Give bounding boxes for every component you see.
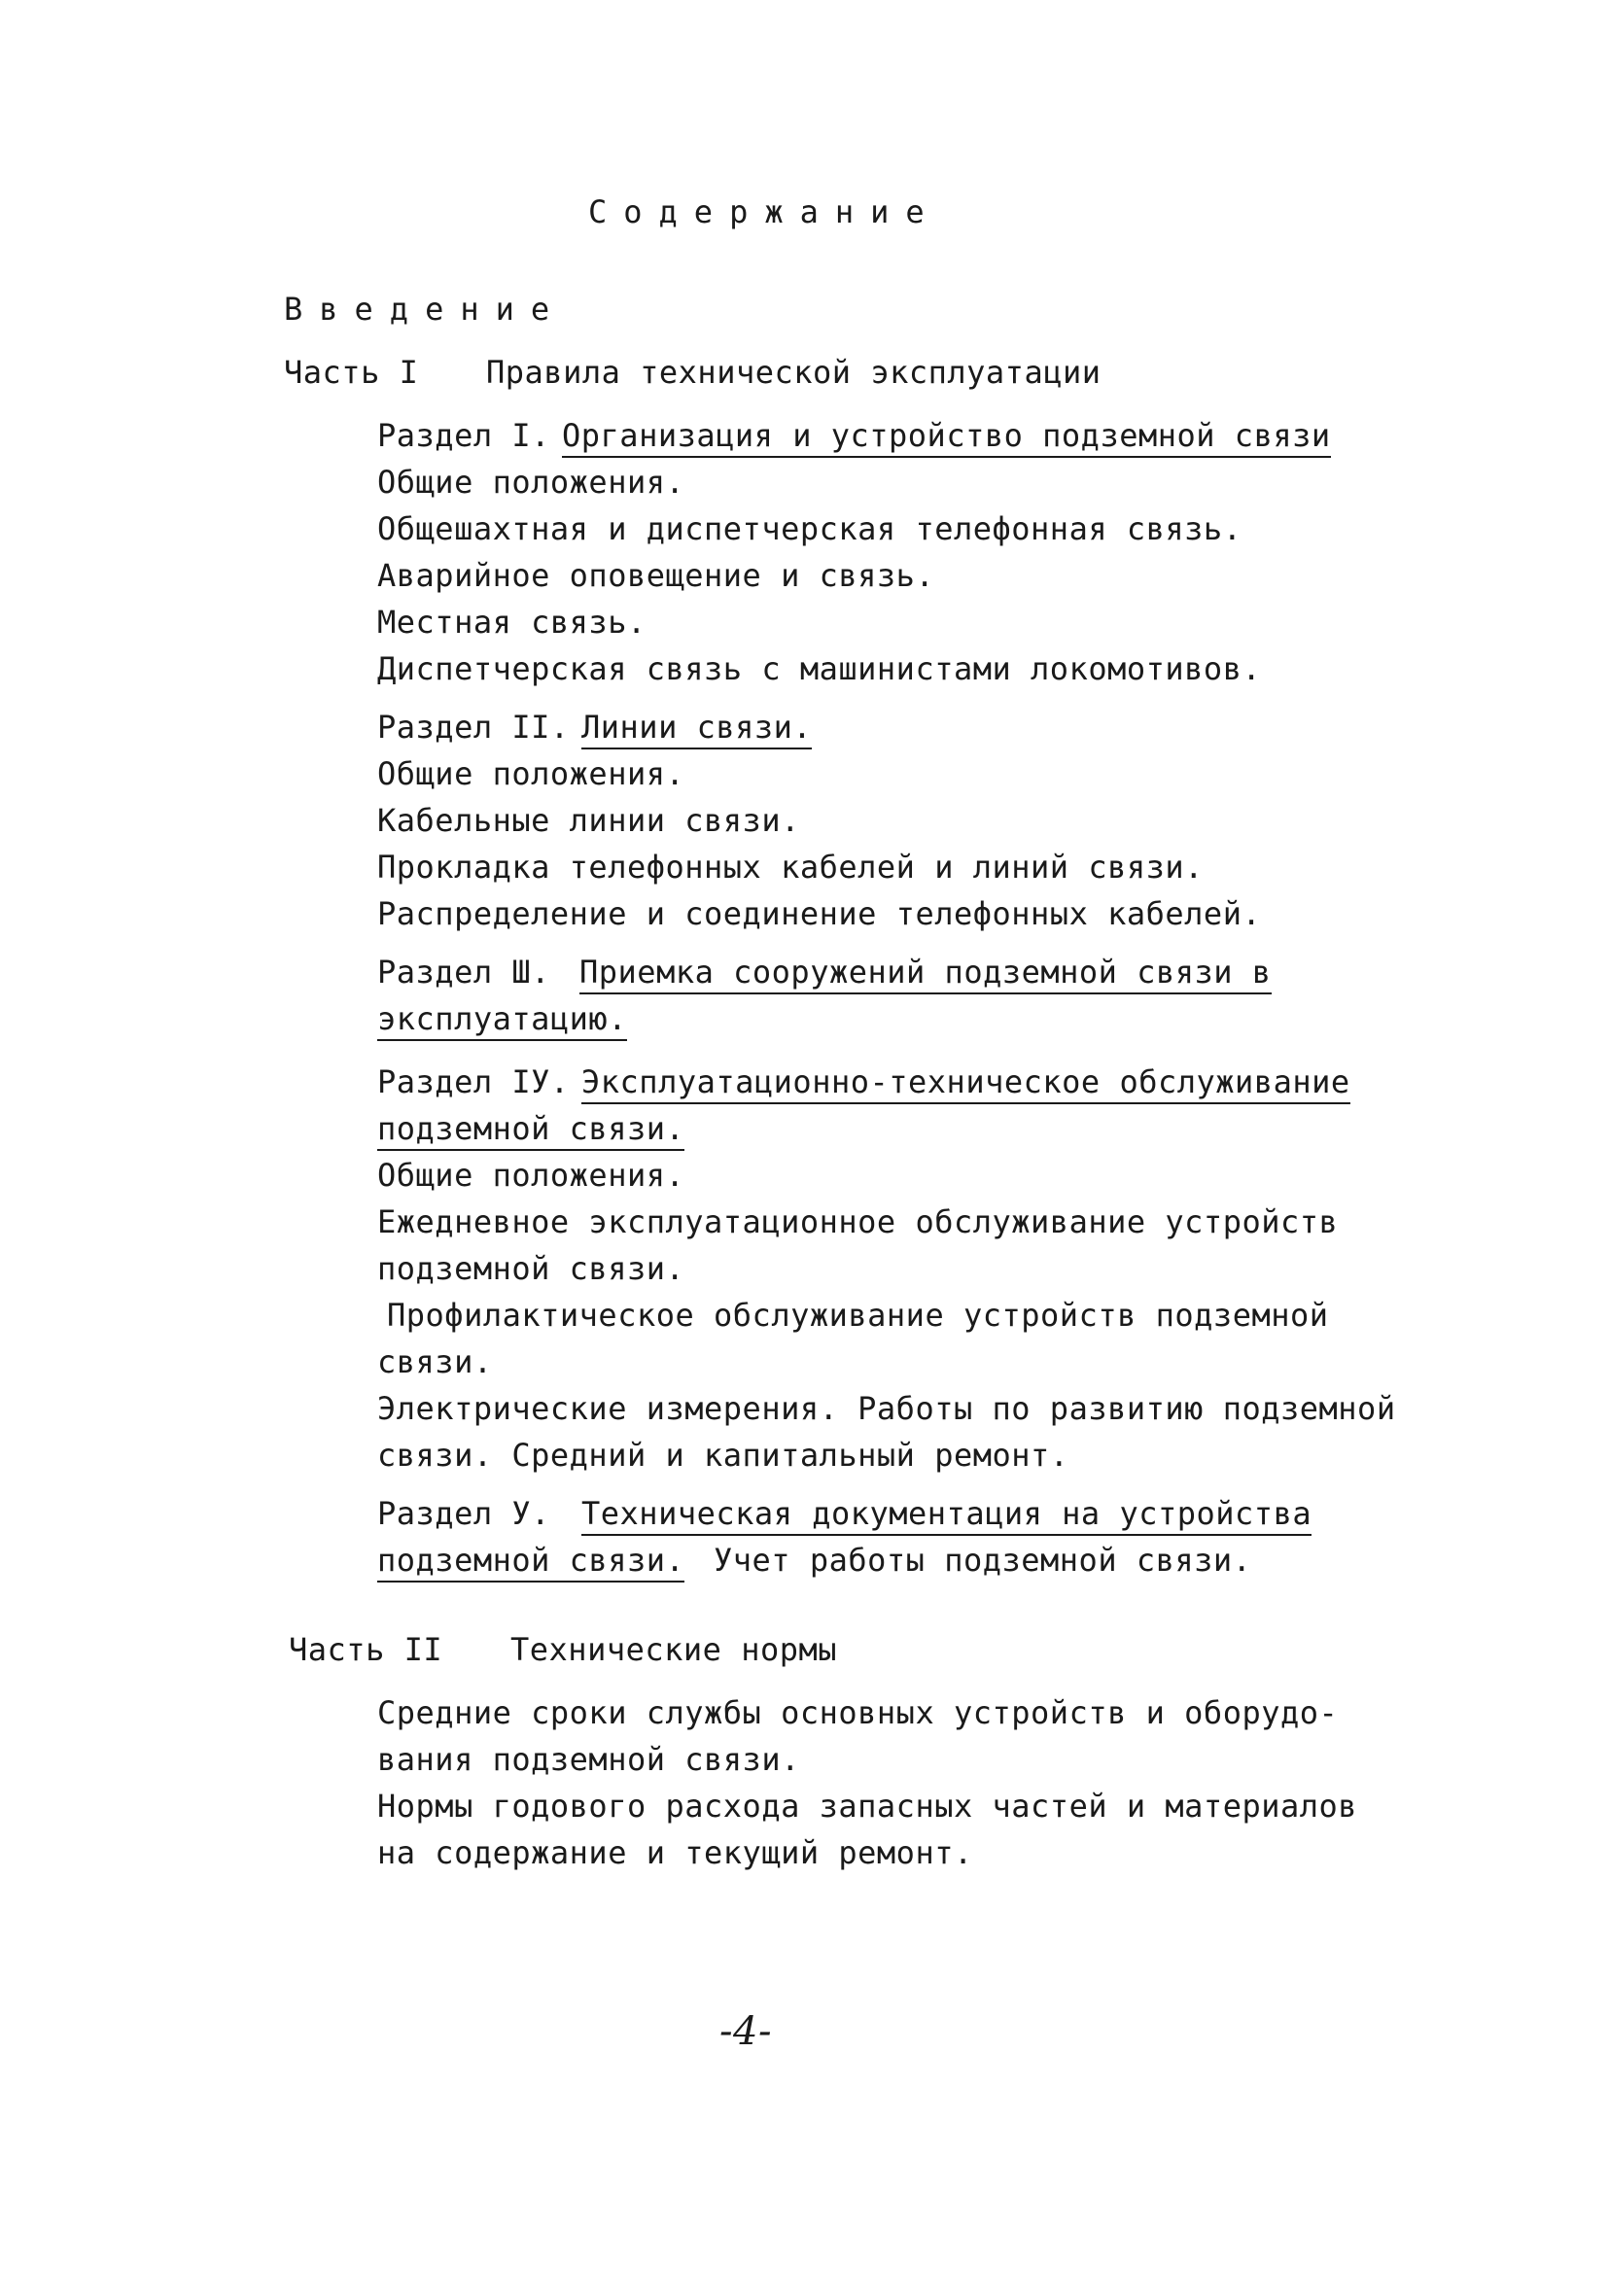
section1-item: Общешахтная и диспетчерская телефонная связь.	[377, 510, 1242, 547]
section5-label: Раздел У.	[377, 1495, 550, 1532]
section4-item: Общие положения.	[377, 1157, 685, 1194]
section2-title: Линии связи.	[581, 708, 812, 749]
section2-item: Кабельные линии связи.	[377, 802, 800, 839]
section2-item: Прокладка телефонных кабелей и линий связи.	[377, 849, 1204, 886]
section1-item: Аварийное оповещение и связь.	[377, 557, 935, 594]
section4-title-line1: Эксплуатационно-техническое обслуживание	[581, 1062, 1350, 1104]
section5-tail: Учет работы подземной связи.	[714, 1542, 1252, 1579]
section4-item: связи.	[377, 1343, 493, 1380]
part2-label: Часть II	[289, 1631, 443, 1668]
section4-item: Профилактическое обслуживание устройств подземной	[387, 1297, 1329, 1334]
section3-label: Раздел Ш.	[377, 954, 550, 991]
part2-item: на содержание и текущий ремонт.	[377, 1834, 973, 1871]
section4-item: подземной связи.	[377, 1250, 685, 1287]
section1-label: Раздел I.	[377, 417, 550, 454]
part2-item: Средние сроки службы основных устройств и оборудо-	[377, 1694, 1339, 1731]
section5-title-line2: подземной связи.	[377, 1541, 684, 1583]
part1-label: Часть I	[284, 354, 419, 391]
page-title: Содержание	[588, 193, 941, 230]
section1-item: Диспетчерская связь с машинистами локомотивов.	[377, 650, 1262, 687]
section2-item: Распределение и соединение телефонных кабелей.	[377, 895, 1262, 932]
section3-title-line1: Приемка сооружений подземной связи в	[579, 953, 1272, 994]
section3-title-line2: эксплуатацию.	[377, 999, 627, 1041]
part2-item: вания подземной связи.	[377, 1741, 800, 1778]
section4-item: Ежедневное эксплуатационное обслуживание устройств	[377, 1203, 1339, 1240]
part2-item: Нормы годового расхода запасных частей и материалов	[377, 1788, 1358, 1825]
section1-item: Общие положения.	[377, 464, 685, 501]
section1-title: Организация и устройство подземной связи	[562, 416, 1331, 458]
section4-title-line2: подземной связи.	[377, 1109, 684, 1151]
section4-item: Электрические измерения. Работы по развитию подземной	[377, 1390, 1396, 1427]
section2-label: Раздел II.	[377, 709, 570, 746]
section1-item: Местная связь.	[377, 604, 647, 641]
part2-title: Технические нормы	[510, 1631, 838, 1668]
section2-item: Общие положения.	[377, 755, 685, 792]
section4-item: связи. Средний и капитальный ремонт.	[377, 1437, 1069, 1474]
section5-title-line1: Техническая документация на устройства	[581, 1494, 1312, 1536]
part1-title: Правила технической эксплуатации	[486, 354, 1102, 391]
intro-heading: Введение	[284, 291, 567, 328]
section4-label: Раздел IУ.	[377, 1063, 570, 1100]
page-number: -4-	[719, 2009, 772, 2054]
